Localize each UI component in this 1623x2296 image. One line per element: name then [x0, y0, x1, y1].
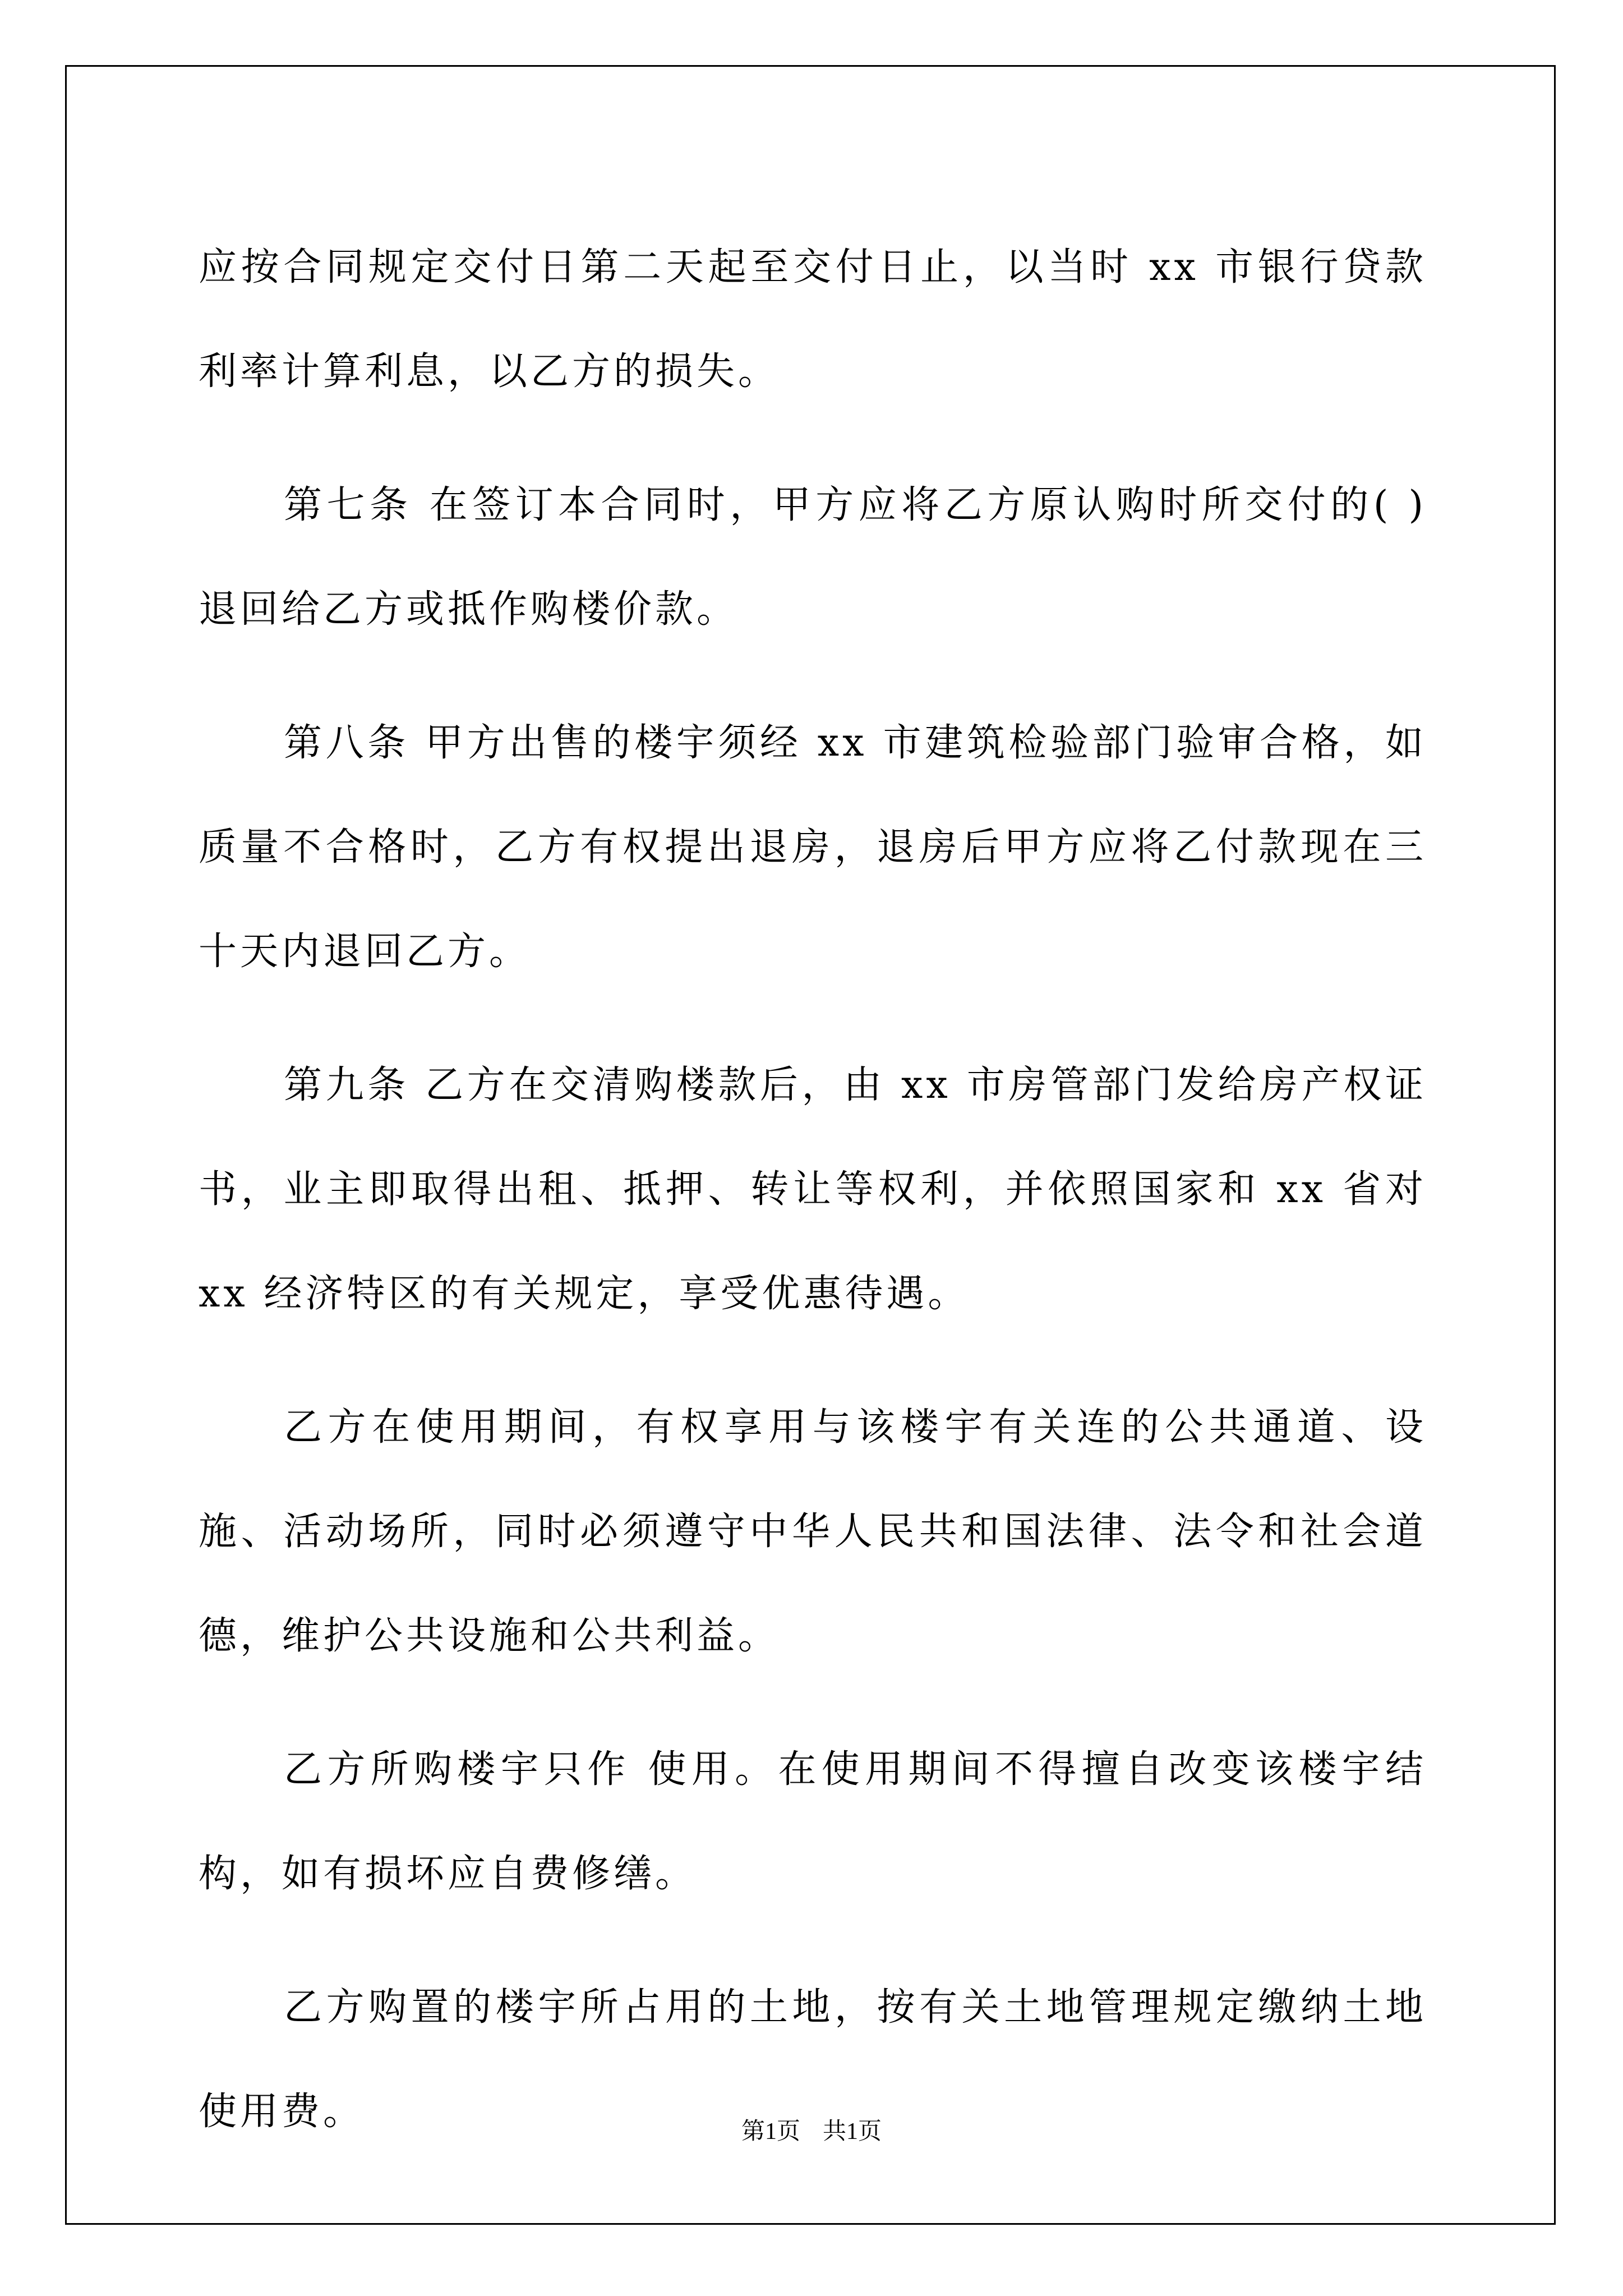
- paragraph-continuation: 应按合同规定交付日第二天起至交付日止，以当时 xx 市银行贷款利率计算利息，以乙方的损失。: [199, 245, 1427, 394]
- page-number-current: 第1页: [741, 2119, 800, 2145]
- page-footer: [0, 2116, 1623, 2147]
- paragraph-land-fee: 乙方购置的楼宇所占用的土地，按有关土地管理规定缴纳土地使用费。: [199, 1985, 1427, 2134]
- paragraph-usage-rights: 乙方在使用期间，有权享用与该楼宇有关连的公共通道、设施、活动场所，同时必须遵守中华人民共和国法律、法令和社会道德，维护公共设施和公共利益。: [199, 1405, 1427, 1658]
- paragraph-article-9: 第九条 乙方在交清购楼款后，由 xx 市房管部门发给房产权证书，业主即取得出租、抵押、转让等权利，并依照国家和 xx 省对 xx 经济特区的有关规定，享受优惠待遇。: [199, 1063, 1427, 1316]
- paragraph-article-7: 第七条 在签订本合同时，甲方应将乙方原认购时所交付的( )退回给乙方或抵作购楼价款。: [199, 483, 1427, 632]
- paragraph-usage-restriction: 乙方所购楼宇只作 使用。在使用期间不得擅自改变该楼宇结构，如有损坏应自费修缮。: [199, 1747, 1427, 1896]
- paragraph-article-8: 第八条 甲方出售的楼宇须经 xx 市建筑检验部门验审合格，如质量不合格时，乙方有权提出退房，退房后甲方应将乙付款现在三十天内退回乙方。: [199, 721, 1427, 974]
- document-body: [199, 215, 1427, 2193]
- page-number-total: 共1页: [823, 2119, 882, 2145]
